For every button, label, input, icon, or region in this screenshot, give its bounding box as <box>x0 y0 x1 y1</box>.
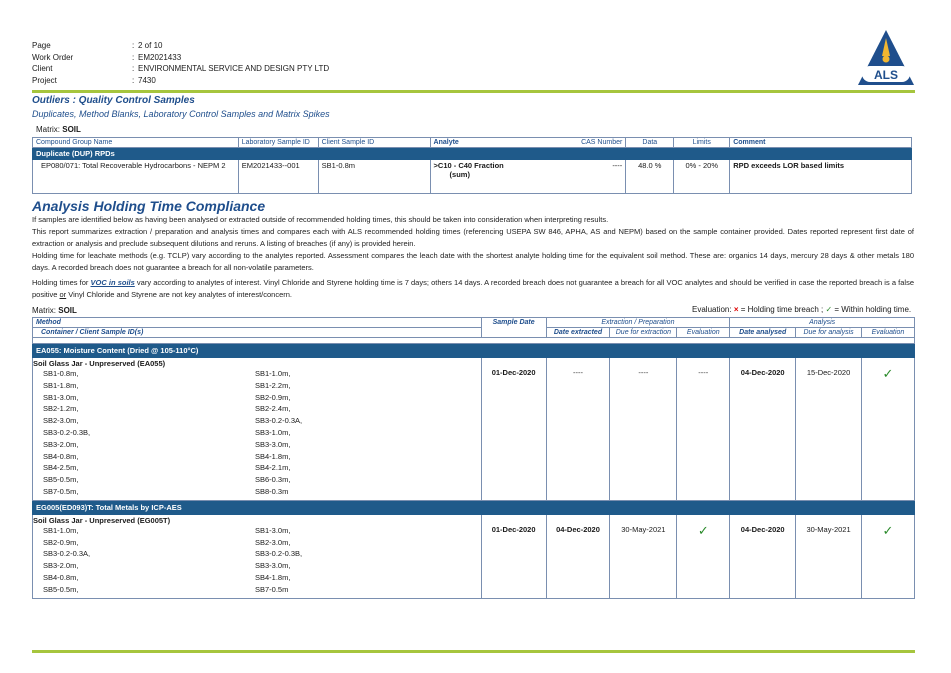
col-due-analysis: Due for analysis <box>796 328 862 338</box>
check-icon: ✓ <box>882 366 894 381</box>
header-row-client: Client : ENVIRONMENTAL SERVICE AND DESIGN PTY LTD <box>32 64 330 73</box>
holding-matrix: Matrix: SOIL <box>32 306 77 315</box>
col-evaluation-2: Evaluation <box>861 328 914 338</box>
holding-header-row-2 <box>33 328 915 338</box>
sample-list-eg005: SB1-1.0m, SB1-3.0m, SB2-0.9m, SB2-3.0m, SB3-0.2-0.3A, SB3-0.2-0.3B, SB3-2.0m, SB3-3.0m, SB4-0.8m, SB4-1.8m, SB5-0.5m, SB7-0.5m <box>43 525 303 594</box>
voc-in-soils-link[interactable]: VOC in soils <box>90 278 135 287</box>
container-label: Soil Glass Jar - Unpreserved (EA055) <box>33 359 166 368</box>
method-band-eg005: EG005(ED093)T: Total Metals by ICP-AES <box>33 500 915 514</box>
table-row: Soil Glass Jar - Unpreserved (EA055) SB1-0.8m, SB1-1.0m, SB1-1.8m, SB1-2.2m, SB1-3.0m, SB2-0.9m, SB2-1.2m, SB2-2.4m, SB2-3.0m, SB3-0.2-0.3A, SB3-0.2-0.3B, SB3-1.0m, SB3-2.0m, SB3-3.0m, SB4-0.8m, SB4-1.8m, SB4-2.5m, SB4-2.1m, SB5-0.5m, SB6-0.3m, SB7-0.5m, SB8-0.3m 01-Dec-2020 ---- ---- ---- 04-Dec-2020 15-Dec-2020 ✓ <box>33 358 915 501</box>
header-row-page: Page : 2 of 10 <box>32 41 163 50</box>
logo-text: ALS <box>874 68 898 82</box>
col-compound: Compound Group Name <box>33 138 239 148</box>
col-evaluation-1: Evaluation <box>677 328 730 338</box>
top-divider <box>32 90 915 93</box>
col-analyte: Analyte <box>430 138 550 148</box>
col-date-extracted: Date extracted <box>546 328 610 338</box>
evaluation-legend: Evaluation: × = Holding time breach ; ✓ = Within holding time. <box>692 305 912 314</box>
holding-title: Analysis Holding Time Compliance <box>32 198 266 214</box>
holding-table <box>32 317 915 599</box>
table-row: EP080/071: Total Recoverable Hydrocarbons - NEPM 2 EM2021433--001 SB1-0.8m >C10 - C40 Fraction (sum) ---- 48.0 % 0% - 20% RPD exceeds LOR based limits <box>33 160 912 194</box>
col-data: Data <box>626 138 674 148</box>
table-row: Soil Glass Jar - Unpreserved (EG005T) SB1-1.0m, SB1-3.0m, SB2-0.9m, SB2-3.0m, SB3-0.2-0.3A, SB3-0.2-0.3B, SB3-2.0m, SB3-3.0m, SB4-0.8m, SB4-1.8m, SB5-0.5m, SB7-0.5m 01-Dec-2020 04-Dec-2020 30-May-2021 ✓ 04-Dec-2020 30-May-2021 ✓ <box>33 514 915 598</box>
holding-para-1: If samples are identified below as having been analysed or extracted outside of recommended holding times, this should be taken into consideration when interpreting results. <box>32 215 609 224</box>
col-limits: Limits <box>674 138 730 148</box>
outliers-matrix: Matrix: SOIL <box>36 125 81 134</box>
holding-para-2: This report summarizes extraction / preparation and analysis times and compares each with ALS recommended holding times (referencing USEPA SW 846, APHA, AS and NEPM) based on the sample container provided. Dates reported represent first date of extraction or analysis and preclude subsequent dilutions and reruns. A listing of breaches (if any) is provided herein. <box>32 227 914 248</box>
outliers-group: Duplicate (DUP) RPDs <box>33 148 912 160</box>
outliers-table <box>32 137 912 194</box>
check-icon: ✓ <box>697 522 709 538</box>
header-row-project: Project : 7430 <box>32 75 156 85</box>
col-method: Method <box>33 318 482 328</box>
col-cas: CAS Number <box>550 138 626 148</box>
method-band-ea055: EA055: Moisture Content (Dried @ 105-110°C) <box>33 344 915 358</box>
col-container: Container / Client Sample ID(s) <box>33 328 482 338</box>
col-analysis: Analysis <box>730 318 915 328</box>
outliers-header-row <box>33 138 912 148</box>
check-icon: ✓ <box>882 522 894 538</box>
holding-para-voc: Holding times for VOC in soils vary according to analytes of interest. Vinyl Chloride and Styrene holding time is 7 days; others 14 days. A recorded breach does not guarantee a breach for all VOC analytes and should be verified in case the reported breach is a false positive or Vinyl Chloride and Styrene are not key analytes of interest/concern. <box>32 278 914 299</box>
holding-para-3: Holding time for leachate methods (e.g. TCLP) vary according to the analytes reported. Assessment compares the leach date with the shortest analyte holding time for the equivalent soil method. These are: organics 14 days, mercury 28 days & other metals 180 days. A recorded breach does not guarantee a breach for all non-volatile parameters. <box>32 251 914 272</box>
col-due-extraction: Due for extraction <box>610 328 677 338</box>
col-comment: Comment <box>730 138 912 148</box>
check-icon: ✓ <box>825 305 833 314</box>
als-logo <box>856 28 916 88</box>
breach-icon: × <box>733 305 739 314</box>
sample-list-ea055: SB1-0.8m, SB1-1.0m, SB1-1.8m, SB1-2.2m, SB1-3.0m, SB2-0.9m, SB2-1.2m, SB2-2.4m, SB2-3.0m, SB3-0.2-0.3A, SB3-0.2-0.3B, SB3-1.0m, SB3-2.0m, SB3-3.0m, SB4-0.8m, SB4-1.8m, SB4-2.5m, SB4-2.1m, SB5-0.5m, SB6-0.3m, SB7-0.5m, SB8-0.3m <box>43 369 303 496</box>
col-sample-date: Sample Date <box>481 318 546 338</box>
outliers-title: Outliers : Quality Control Samples <box>32 95 195 106</box>
outliers-group-row <box>33 148 912 160</box>
container-label: Soil Glass Jar - Unpreserved (EG005T) <box>33 515 171 525</box>
bottom-divider <box>32 650 915 653</box>
outliers-subtitle: Duplicates, Method Blanks, Laboratory Control Samples and Matrix Spikes <box>32 109 330 119</box>
col-lab-id: Laboratory Sample ID <box>238 138 318 148</box>
header-info <box>32 40 329 86</box>
holding-header-row-1 <box>33 318 915 328</box>
col-client-id: Client Sample ID <box>318 138 430 148</box>
col-date-analysed: Date analysed <box>730 328 796 338</box>
header-row-work-order: Work Order : EM2021433 <box>32 52 182 62</box>
col-extraction: Extraction / Preparation <box>546 318 730 328</box>
